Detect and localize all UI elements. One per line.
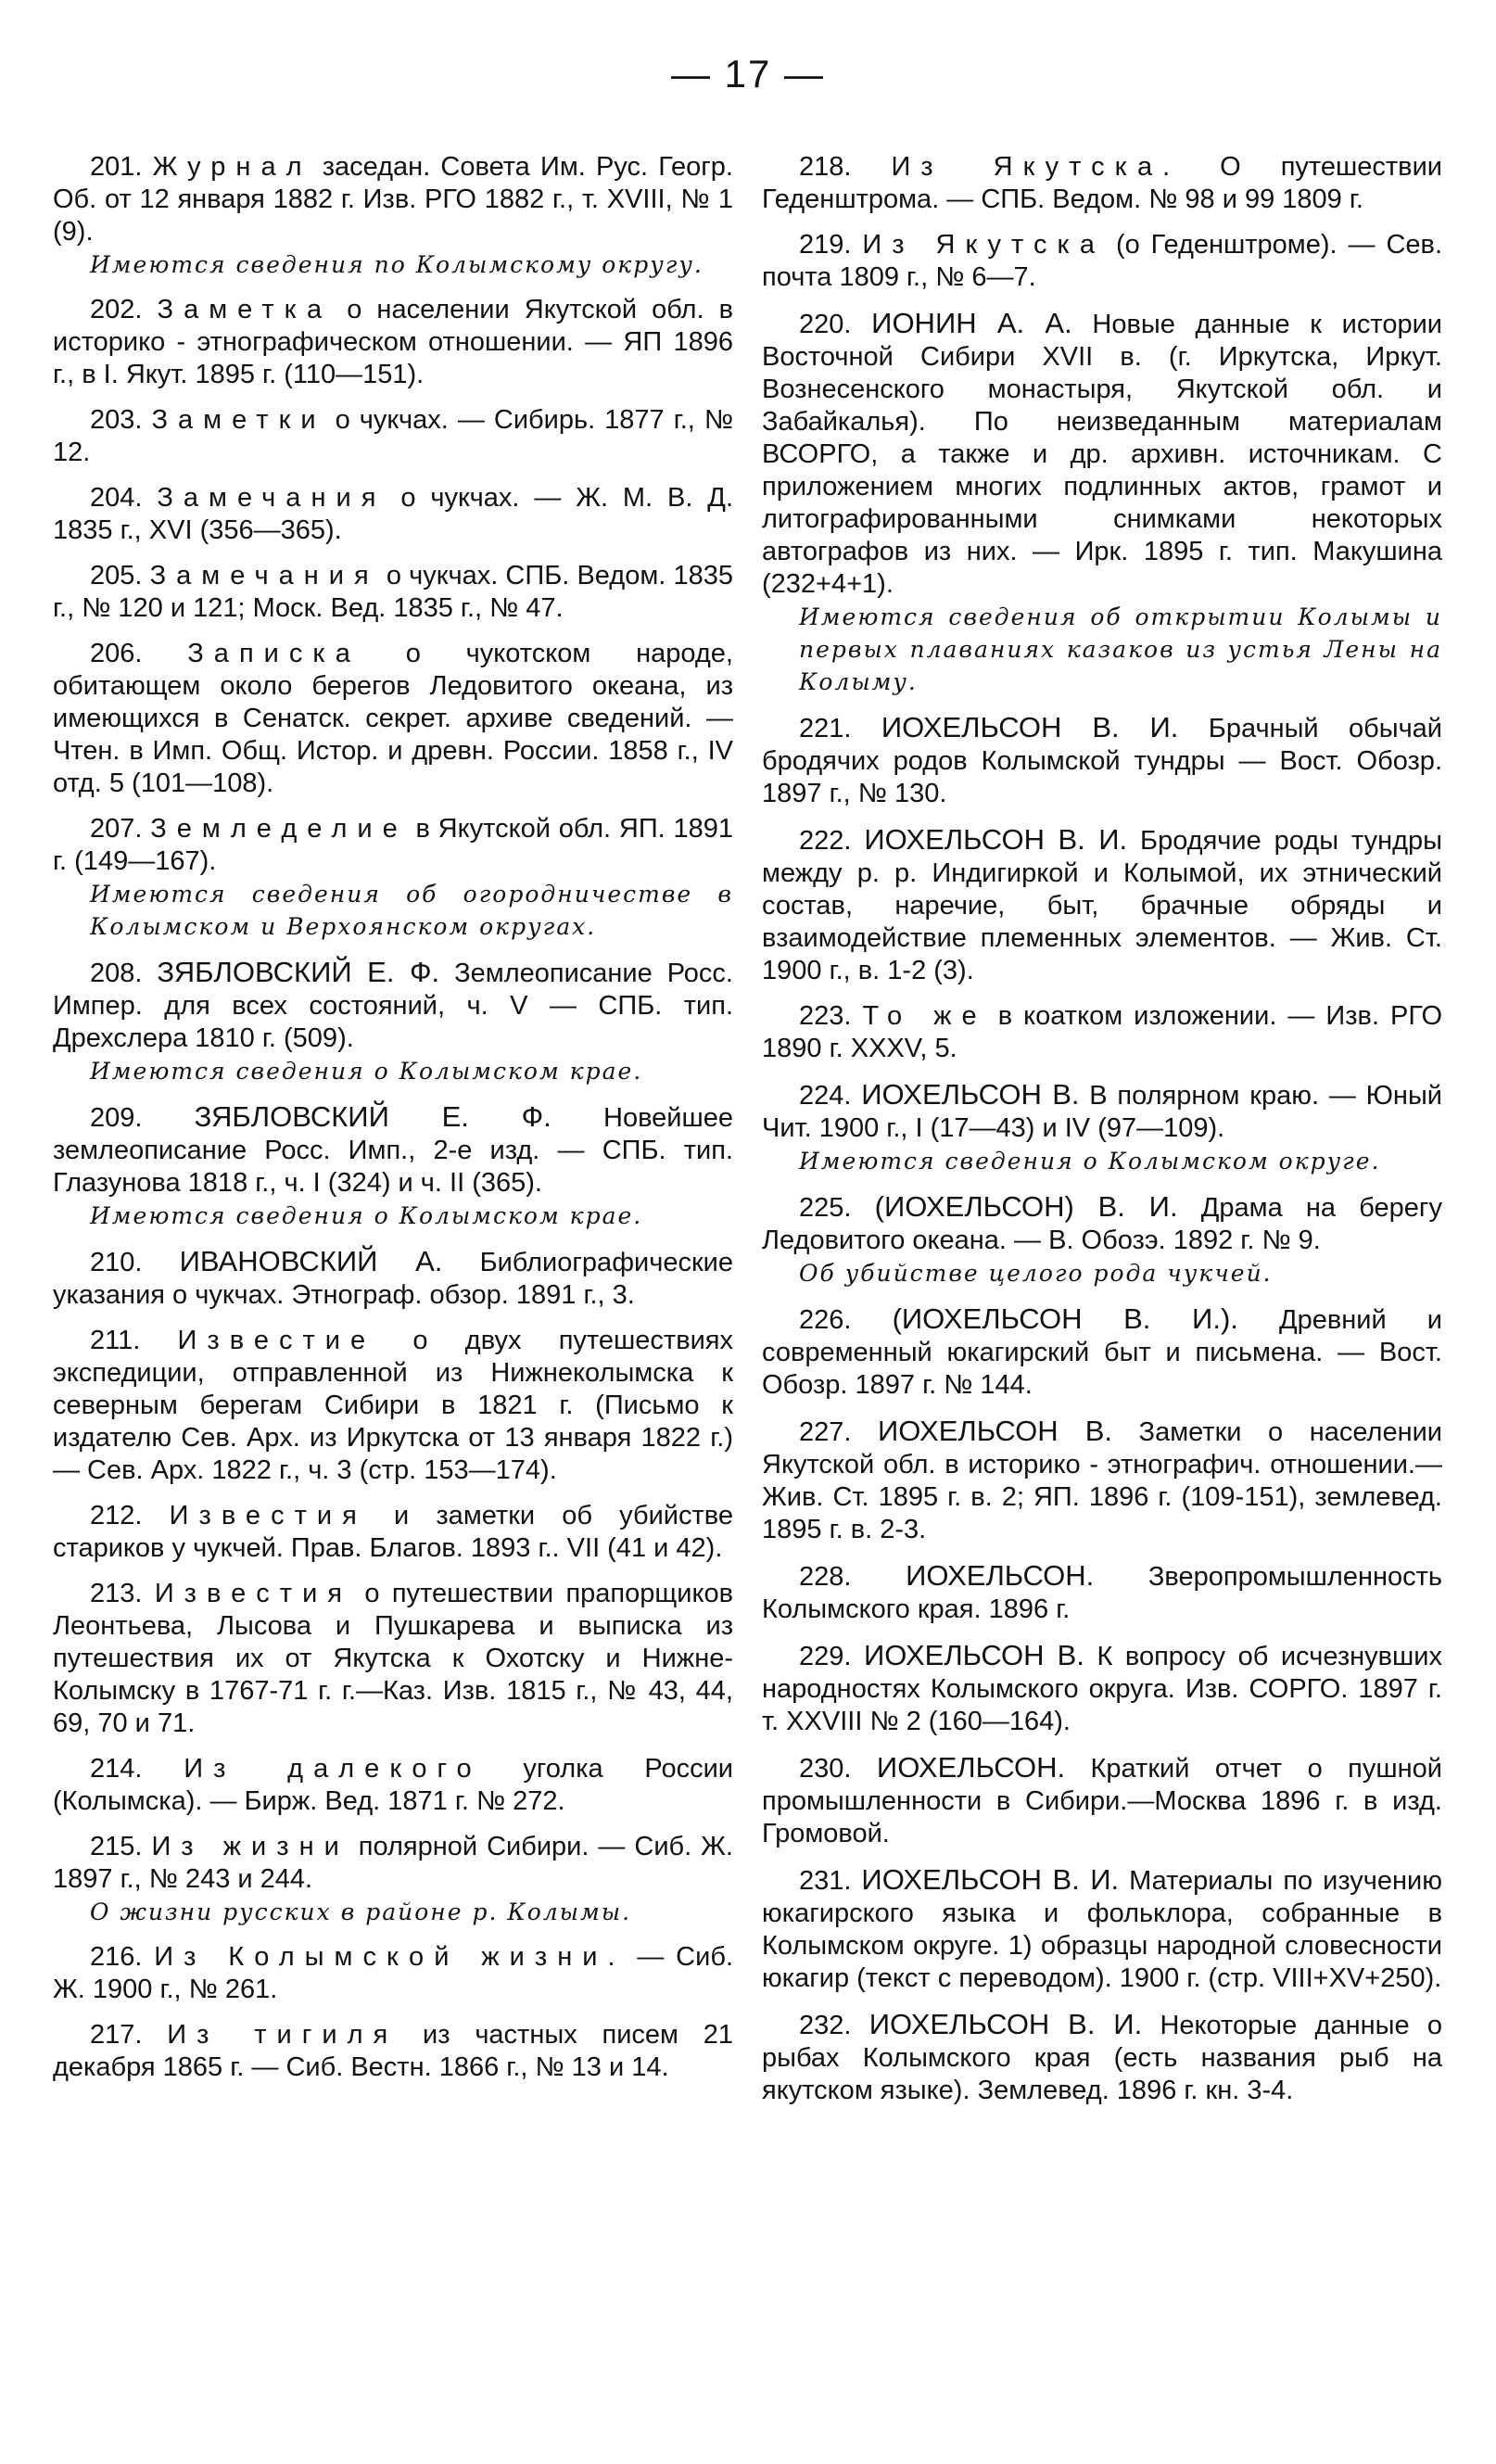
entry-text: К вопросу об исчезнувших народностях Колымского округа. Изв. СОРГО. 1897 г. т. XXVIII № 2 (160—164).: [762, 1642, 1442, 1736]
entry-citation: [53, 956, 733, 1055]
entry-text: О путешествии Геденштрома. — СПБ. Ведом. № 98 и 99 1809 г.: [762, 152, 1442, 214]
page-number: — 17 —: [670, 52, 826, 95]
bibliography-entry: [53, 1831, 733, 1928]
entry-citation: [762, 1639, 1442, 1738]
bibliography-entry: [762, 1302, 1442, 1402]
entry-number: 230.: [799, 1754, 852, 1784]
bibliography-entry: [762, 1190, 1442, 1289]
entry-number: 218.: [799, 152, 852, 182]
entry-text: Заметки о населении Якутской обл. в историко - этнографич. отношении.—Жив. Ст. 1895 г. в. 2; ЯП. 1896 г. (109-151), землевед. 1895 г. в. 2-3.: [762, 1417, 1442, 1544]
entry-note: Имеются сведения об огородничестве в Колымском и Верхоянском округах.: [90, 881, 733, 940]
entry-text: Зверопромышленность Колымского края. 1896 г.: [762, 1562, 1442, 1624]
entry-title-spaced: Известие: [177, 1326, 376, 1355]
entry-author: ИОХЕЛЬСОН.: [906, 1559, 1095, 1592]
entry-title-spaced: Замечания: [149, 561, 379, 591]
entry-text: Драма на берегу Ледовитого океана. — В. Обозэ. 1892 г. № 9.: [762, 1193, 1443, 1255]
entry-note: Имеются сведения о Колымском крае.: [90, 1058, 643, 1085]
entry-text: заседан. Совета Им. Рус. Геогр. Об. от 12 января 1882 г. Изв. РГО 1882 г., т. XVIII, № 1 (9).: [53, 152, 733, 247]
entry-citation: [762, 1000, 1442, 1065]
entry-number: 225.: [799, 1193, 852, 1223]
entry-number: 213.: [90, 1579, 143, 1608]
bibliography-entry: [53, 294, 733, 391]
entry-number: 201.: [90, 152, 143, 182]
entry-text: Бродячие роды тундры между р. р. Индигиркой и Колымой, их этнический состав, наречие, быт, брачные обряды и взаимодействие племенных элементов. — Жив. Ст. 1900 г., в. 1-2 (3).: [762, 826, 1442, 985]
entry-number: 231.: [799, 1866, 852, 1896]
entry-author: ИОХЕЛЬСОН В. И.: [864, 823, 1128, 856]
entry-author: ИОХЕЛЬСОН В.: [878, 1415, 1112, 1447]
entry-title-spaced: Журнал: [152, 152, 312, 182]
entry-title-spaced: То же: [862, 1001, 987, 1031]
entry-citation: [762, 1559, 1442, 1626]
entry-citation: [53, 1325, 733, 1487]
bibliography-entry: [762, 151, 1442, 216]
bibliography-entry: [53, 1245, 733, 1312]
entry-number: 215.: [90, 1832, 143, 1861]
entry-text: (о Геденштроме). — Сев. почта 1809 г., № 6—7.: [762, 230, 1442, 292]
bibliography-entry: [53, 560, 733, 625]
entry-note: Имеются сведения о Колымском крае.: [90, 1202, 643, 1229]
bibliography-entry: [53, 638, 733, 800]
entry-citation: [53, 2019, 733, 2084]
entry-text: в Якутской обл. ЯП. 1891 г. (149—167).: [53, 814, 733, 876]
entry-title-spaced: Земледелие: [150, 814, 408, 844]
entry-number: 212.: [90, 1501, 143, 1530]
entry-citation: [762, 1190, 1442, 1257]
bibliography-entry: [762, 1751, 1442, 1850]
entry-citation: [762, 1302, 1442, 1402]
bibliography-entry: [53, 813, 733, 943]
entry-number: 228.: [799, 1562, 852, 1592]
bibliography-entry: [762, 229, 1442, 294]
entry-number: 214.: [90, 1754, 143, 1784]
entry-text: о двух путешествиях экспедиции, отправленной из Нижнеколымска к северным берегам Сибири в 1821 г. (Письмо к издателю Сев. Арх. из Иркутска от 13 января 1822 г.) — Сев. Арх. 1822 г., ч. 3 (стр. 153—174).: [53, 1326, 733, 1485]
entry-text: Библиографические указания о чукчах. Этнограф. обзор. 1891 г., 3.: [53, 1248, 734, 1310]
entry-text: из частных писем 21 декабря 1865 г. — Сиб. Вестн. 1866 г., № 13 и 14.: [53, 2020, 734, 2082]
entry-number: 207.: [90, 814, 143, 844]
entry-citation: [53, 560, 733, 625]
entry-number: 208.: [90, 959, 143, 988]
entry-note: Имеются сведения о Колымском округе.: [799, 1148, 1381, 1175]
bibliography-entry: [53, 1578, 733, 1740]
bibliography-entry: [53, 1753, 733, 1818]
entry-title-spaced: Из Якутска: [862, 230, 1106, 260]
entry-number: 203.: [90, 405, 143, 435]
entry-title-spaced: Из далекого: [184, 1754, 482, 1784]
entry-author: ИОХЕЛЬСОН.: [876, 1751, 1066, 1784]
entry-text: В полярном краю. — Юный Чит. 1900 г., I (17—43) и IV (97—109).: [762, 1081, 1442, 1143]
entry-citation: [53, 638, 733, 800]
bibliography-entry: [762, 1559, 1442, 1626]
entry-number: 202.: [90, 295, 143, 324]
entry-citation: [53, 482, 733, 547]
bibliography-entry: [762, 823, 1442, 987]
bibliography-entry: [53, 2019, 733, 2084]
entry-citation: [762, 1863, 1442, 1995]
entry-title-spaced: Замечания: [157, 483, 387, 513]
entry-number: 221.: [799, 714, 852, 743]
entry-citation: [53, 294, 733, 391]
entry-title-spaced: Известия: [169, 1501, 367, 1530]
entry-citation: [53, 1831, 733, 1896]
entry-citation: [762, 151, 1442, 216]
entry-citation: [53, 1941, 733, 2006]
entry-citation: [762, 1415, 1442, 1546]
entry-text: Брачный обычай бродячих родов Колымской тундры — Вост. Обозр. 1897 г., № 130.: [762, 714, 1443, 808]
entry-note: Имеются сведения об открытии Колымы и первых плаваниях казаков из устья Лены на Колыму.: [799, 603, 1442, 695]
entry-number: 226.: [799, 1305, 852, 1335]
entry-number: 232.: [799, 2011, 852, 2040]
entry-citation: [762, 229, 1442, 294]
entry-citation: [762, 2008, 1442, 2107]
entry-author: ЗЯБЛОВСКИЙ Е. Ф.: [194, 1100, 551, 1133]
entry-author: ИОХЕЛЬСОН В.: [863, 1639, 1084, 1671]
bibliography-entry: [762, 1415, 1442, 1546]
entry-number: 210.: [90, 1248, 143, 1277]
entry-text: и заметки об убийстве стариков у чукчей. Прав. Благов. 1893 г.. VII (41 и 42).: [53, 1501, 733, 1563]
bibliography-entry: [53, 404, 733, 469]
bibliography-entry: [762, 2008, 1442, 2107]
entry-author: (ИОХЕЛЬСОН) В. И.: [874, 1190, 1178, 1223]
entry-title-spaced: Известия: [154, 1579, 353, 1608]
entry-title-spaced: Из жизни: [151, 1832, 349, 1861]
entry-citation: [762, 823, 1442, 987]
entry-text: о населении Якутской обл. в историко - этнографическом отношении. — ЯП 1896 г., в I. Якут. 1895 г. (110—151).: [53, 295, 733, 389]
entry-author: ЗЯБЛОВСКИЙ Е. Ф.: [157, 956, 440, 988]
entry-text: уголка России (Колымска). — Бирж. Вед. 1871 г. № 272.: [53, 1754, 734, 1816]
bibliography-entry: [762, 1078, 1442, 1177]
entry-number: 217.: [90, 2020, 143, 2050]
entry-citation: [53, 151, 733, 248]
entry-text: в коатком изложении. — Изв. РГО 1890 г. XXXV, 5.: [762, 1001, 1443, 1063]
bibliography-entry: [53, 1500, 733, 1565]
entry-text: о чукчах. СПБ. Ведом. 1835 г., № 120 и 121; Моск. Вед. 1835 г., № 47.: [53, 561, 733, 623]
bibliography-entry: [762, 711, 1442, 810]
entry-citation: [53, 1578, 733, 1740]
left-column: [53, 151, 733, 2097]
entry-text: о чукотском народе, обитающем около берегов Ледовитого океана, из имеющихся в Сенатск. секрет. архиве сведений. — Чтен. в Имп. Общ. Истор. и древн. России. 1858 г., IV отд. 5 (101—108).: [53, 639, 733, 798]
entry-number: 209.: [90, 1103, 143, 1133]
bibliography-entry: [53, 1941, 733, 2006]
entry-number: 224.: [799, 1081, 852, 1111]
bibliography-entry: [53, 151, 733, 281]
entry-author: ИОХЕЛЬСОН В. И.: [881, 711, 1179, 743]
entry-citation: [762, 1078, 1442, 1145]
bibliography-entry: [762, 307, 1442, 698]
entry-title-spaced: Заметка: [157, 295, 333, 324]
entry-text: Землеописание Росс. Импер. для всех состояний, ч. V — СПБ. тип. Дрехслера 1810 г. (509).: [53, 959, 733, 1053]
entry-text: о чукчах. — Сибирь. 1877 г., № 12.: [53, 405, 733, 467]
bibliography-entry: [53, 956, 733, 1087]
entry-title-spaced: Заметки: [151, 405, 326, 435]
bibliography-entry: [53, 482, 733, 547]
entry-text: о путешествии прапорщиков Леонтьева, Лысова и Пушкарева и выписка из путешествия их от Якутска к Охотску и Нижне-Колымску в 1767-71 г. г.—Каз. Изв. 1815 г., № 43, 44, 69, 70 и 71.: [53, 1579, 733, 1738]
entry-citation: [53, 1500, 733, 1565]
entry-number: 219.: [799, 230, 852, 260]
entry-text: полярной Сибири. — Сиб. Ж. 1897 г., № 243 и 244.: [53, 1832, 733, 1894]
entry-number: 222.: [799, 826, 852, 856]
entry-citation: [762, 307, 1442, 601]
bibliography-entry: [53, 1100, 733, 1232]
entry-number: 223.: [799, 1001, 852, 1031]
entry-citation: [53, 404, 733, 469]
entry-title-spaced: Из Якутска.: [891, 152, 1181, 182]
entry-number: 227.: [799, 1417, 852, 1447]
entry-number: 220.: [799, 310, 852, 339]
bibliography-entry: [762, 1863, 1442, 1995]
entry-author: ИОХЕЛЬСОН В. И.: [868, 2008, 1143, 2040]
bibliography-entry: [762, 1000, 1442, 1065]
entry-number: 229.: [799, 1642, 852, 1671]
entry-text: Материалы по изучению юкагирского языка и фольклора, собранные в Колымском округе. 1) образцы народной словесности юкагир (текст с переводом). 1900 г. (стр. VIII+XV+250).: [762, 1866, 1442, 1993]
entry-number: 205.: [90, 561, 143, 591]
entry-text: Некоторые данные о рыбах Колымского края (есть названия рыб на якутском языке). Землевед. 1896 г. кн. 3-4.: [762, 2011, 1442, 2105]
entry-note: Об убийстве целого рода чукчей.: [799, 1260, 1273, 1287]
entry-text: о чукчах. — Ж. М. В. Д. 1835 г., XVI (356—365).: [53, 483, 733, 545]
entry-text: Новейшее землеописание Росс. Имп., 2-е изд. — СПБ. тип. Глазунова 1818 г., ч. I (324) и ч. II (365).: [53, 1103, 733, 1198]
entry-title-spaced: Записка: [187, 639, 361, 668]
entry-number: 206.: [90, 639, 143, 668]
entry-author: ИВАНОВСКИЙ А.: [179, 1245, 443, 1277]
entry-note: О жизни русских в районе р. Колымы.: [90, 1899, 632, 1925]
entry-number: 204.: [90, 483, 143, 513]
entry-citation: [762, 1751, 1442, 1850]
bibliography-entry: [762, 1639, 1442, 1738]
entry-number: 216.: [90, 1942, 143, 1972]
entry-title-spaced: Из тигиля: [167, 2020, 399, 2050]
entry-text: — Сиб. Ж. 1900 г., № 261.: [53, 1942, 733, 2004]
entry-author: ИОХЕЛЬСОН В. И.: [861, 1863, 1120, 1896]
entry-text: Древний и современный юкагирский быт и письмена. — Вост. Обозр. 1897 г. № 144.: [762, 1305, 1443, 1400]
entry-citation: [762, 711, 1442, 810]
entry-text: Краткий отчет о пушной промышленности в Сибири.—Москва 1896 г. в изд. Громовой.: [762, 1754, 1442, 1848]
entry-author: ИОНИН А. А.: [871, 307, 1072, 339]
entry-citation: [53, 1245, 733, 1312]
bibliography-entry: [53, 1325, 733, 1487]
entry-citation: [53, 1753, 733, 1818]
entry-author: (ИОХЕЛЬСОН В. И.).: [892, 1302, 1238, 1335]
entry-citation: [53, 1100, 733, 1200]
entry-title-spaced: Из Колымской жизни.: [154, 1942, 626, 1972]
right-column: [762, 151, 1442, 2120]
entry-citation: [53, 813, 733, 878]
entry-number: 211.: [90, 1326, 141, 1355]
entry-text: Новые данные к истории Восточной Сибири XVII в. (г. Иркутска, Иркут. Вознесенского монастыря, Якутской обл. и Забайкалья). По неизведанным материалам ВСОРГО, а также и др. архивн. источникам. С приложением многих подлинных актов, грамот и литографированными снимками некоторых автографов из них. — Ирк. 1895 г. тип. Макушина (232+4+1).: [762, 310, 1442, 599]
entry-author: ИОХЕЛЬСОН В.: [861, 1078, 1080, 1111]
entry-note: Имеются сведения по Колымскому округу.: [90, 251, 704, 278]
